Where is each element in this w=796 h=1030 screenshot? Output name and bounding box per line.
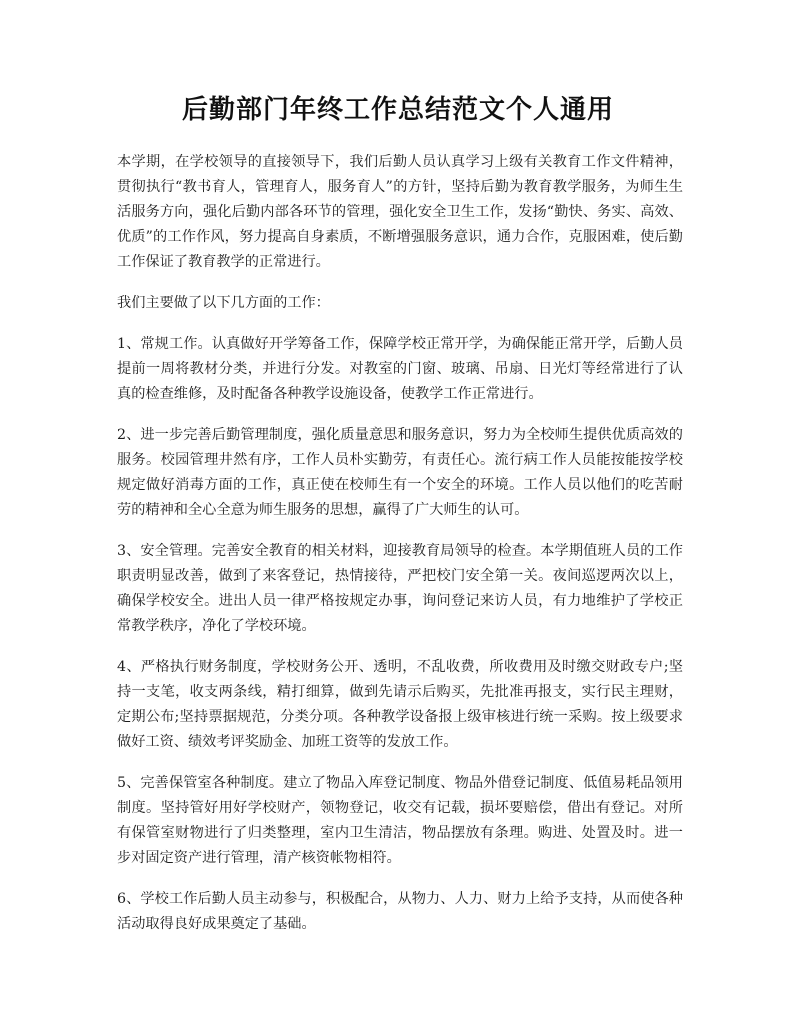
paragraph-item-3: 3、安全管理。完善安全教育的相关材料，迎接教育局领导的检查。本学期值班人员的工作职责明显改善，做到了来客登记，热情接待，严把校门安全第一关。夜间巡逻两次以上，确保学校安全。进出人员一律严格按规定办事，询问登记来访人员，有力地维护了学校正常教学秩序，净化了学校环境。 [117, 543, 683, 634]
paragraph-item-5: 5、完善保管室各种制度。建立了物品入库登记制度、物品外借登记制度、低值易耗品领用制度。坚持管好用好学校财产，领物登记，收交有记载，损坏要赔偿，借出有登记。对所有保管室财物进行了归类整理，室内卫生清洁，物品摆放有条理。购进、处置及时。进一步对固定资产进行管理，清产核资帐物相符。 [117, 775, 683, 866]
document-title: 后勤部门年终工作总结范文个人通用 [181, 95, 614, 125]
paragraph-item-6: 6、学校工作后勤人员主动参与，积极配合，从物力、人力、财力上给予支持，从而使各种活动取得良好成果奠定了基础。 [117, 891, 683, 932]
paragraph-intro: 本学期，在学校领导的直接领导下，我们后勤人员认真学习上级有关教育工作文件精神，贯彻执行“教书育人，管理育人，服务育人”的方针，坚持后勤为教育教学服务，为师生生活服务方向，强化后勤内部各环节的管理，强化安全卫生工作，发扬“勤快、务实、高效、优质”的工作作风，努力提高自身素质，不断增强服务意识，通力合作，克服困难，使后勤工作保证了教育教学的正常进行。 [117, 154, 683, 270]
document-body [117, 150, 683, 953]
paragraph-item-2: 2、进一步完善后勤管理制度，强化质量意思和服务意识，努力为全校师生提供优质高效的服务。校园管理井然有序，工作人员朴实勤劳，有责任心。流行病工作人员能按能按学校规定做好消毒方面的工作，真正使在校师生有一个安全的环境。工作人员以他们的吃苦耐劳的精神和全心全意为师生服务的思想，赢得了广大师生的认可。 [117, 427, 683, 518]
paragraph-item-1: 1、常规工作。认真做好开学筹备工作，保障学校正常开学，为确保能正常开学，后勤人员提前一周将教材分类，并进行分发。对教室的门窗、玻璃、吊扇、日光灯等经常进行了认真的检查维修，及时配备各种教学设施设备，使教学工作正常进行。 [117, 336, 683, 402]
paragraph-lead-in: 我们主要做了以下几方面的工作： [117, 295, 330, 311]
paragraph-item-4: 4、严格执行财务制度，学校财务公开、透明，不乱收费，所收费用及时缴交财政专户;坚持一支笔，收支两条线，精打细算，做到先请示后购买，先批准再报支，实行民主理财，定期公布;坚持票据规范，分类分项。各种教学设备报上级审核进行统一采购。按上级要求做好工资、绩效考评奖励金、加班工资等的发放工作。 [117, 659, 683, 750]
